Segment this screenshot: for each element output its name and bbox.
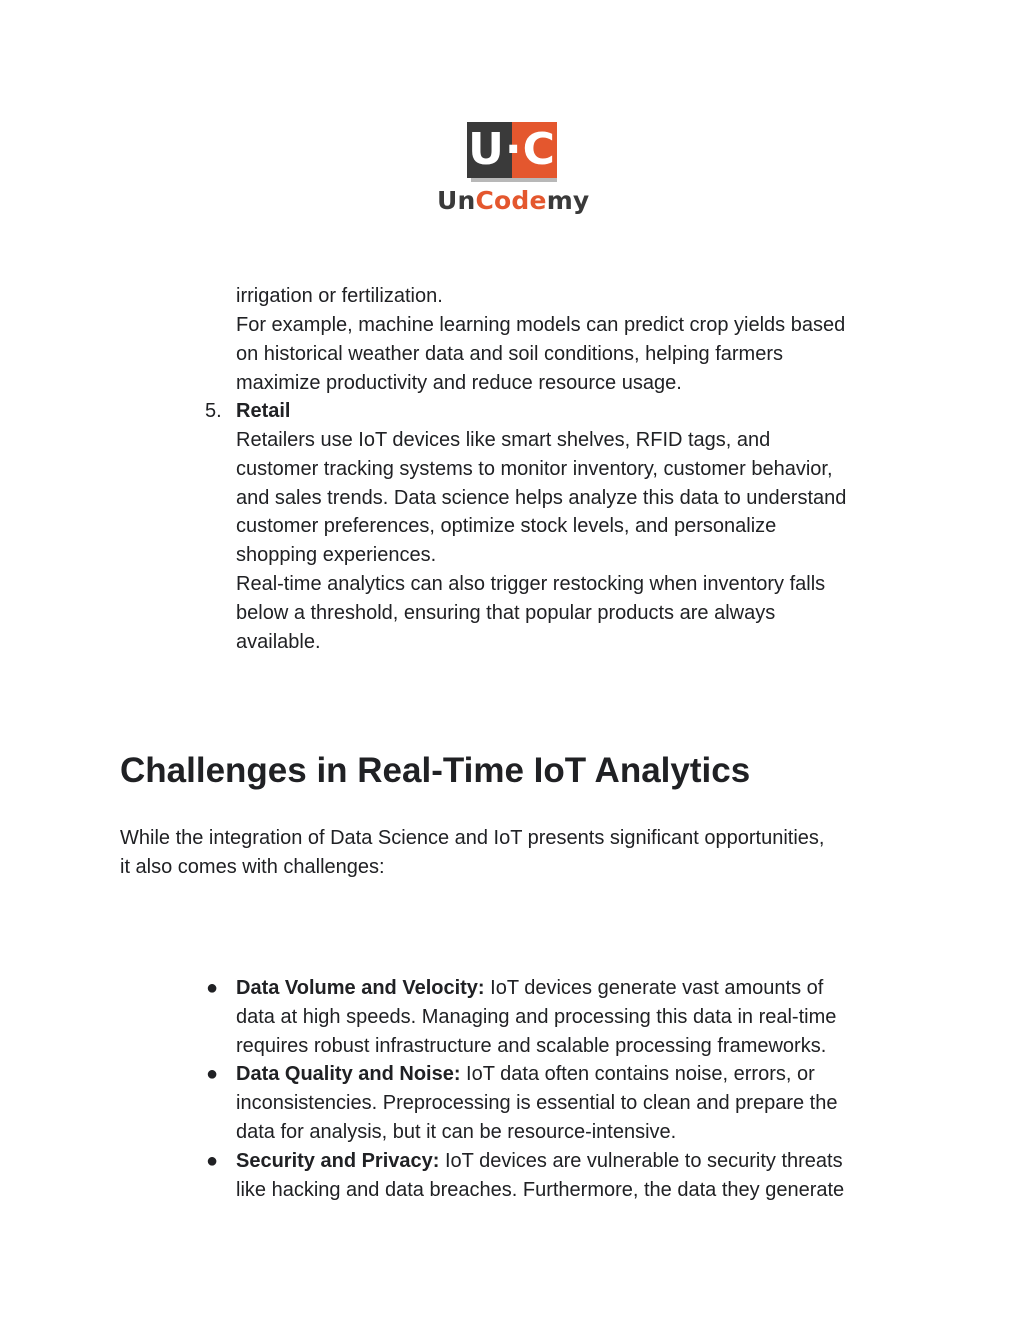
agriculture-example-paragraph: For example, machine learning models can predict crop yields based on historical weather data and soil conditions, helping farmers maximize productivity and reduce resource usage. xyxy=(236,314,846,394)
logo-word-part-1: Un xyxy=(437,186,476,215)
bullet-marker: ● xyxy=(206,977,219,999)
list-number-5: 5. xyxy=(205,400,222,422)
retail-paragraph-1: Retailers use IoT devices like smart shelves, RFID tags, and customer tracking systems to monitor inventory, customer behavior, and sales trends. Data science helps analyze this data to understand customer preferences, optimize stock levels, and personalize shopping experiences. xyxy=(236,429,847,567)
retail-title: Retail xyxy=(236,400,291,422)
bullet-title: Security and Privacy: xyxy=(236,1150,440,1172)
section-intro: While the integration of Data Science and IoT presents significant opportunities, it also comes with challenges: xyxy=(120,827,825,878)
bullet-body: IoT data often contains noise, errors, or inconsistencies. Preprocessing is essential to clean and prepare the data for analysis, but it can be resource-intensive. xyxy=(236,1063,838,1143)
bullet-text xyxy=(236,1147,916,1205)
retail-paragraph-2: Real-time analytics can also trigger restocking when inventory falls below a threshold, ensuring that popular products are always available. xyxy=(236,573,826,653)
bullet-marker: ● xyxy=(206,1063,219,1085)
bullet-title: Data Volume and Velocity: xyxy=(236,977,485,999)
bullet-body: IoT devices are vulnerable to security threats like hacking and data breaches. Furthermore, the data they generate xyxy=(236,1150,845,1201)
logo-mark-letters: U·C xyxy=(468,124,556,175)
bullet-text xyxy=(236,1060,916,1146)
bullet-text xyxy=(236,974,916,1060)
logo-word-part-3: my xyxy=(546,186,590,215)
bullet-marker: ● xyxy=(206,1150,219,1172)
bullet-body: IoT devices generate vast amounts of data at high speeds. Managing and processing this data in real-time requires robust infrastructure and scalable processing frameworks. xyxy=(236,977,837,1057)
logo-mark xyxy=(467,122,557,180)
logo-wordmark xyxy=(437,186,590,216)
continuation-paragraph: irrigation or fertilization. xyxy=(236,285,443,307)
uncodemy-logo xyxy=(437,120,590,220)
logo-mark-shadow xyxy=(471,178,557,182)
logo-word-part-2: Code xyxy=(475,186,547,215)
section-heading: Challenges in Real-Time IoT Analytics xyxy=(120,751,751,790)
bullet-title: Data Quality and Noise: xyxy=(236,1063,461,1085)
